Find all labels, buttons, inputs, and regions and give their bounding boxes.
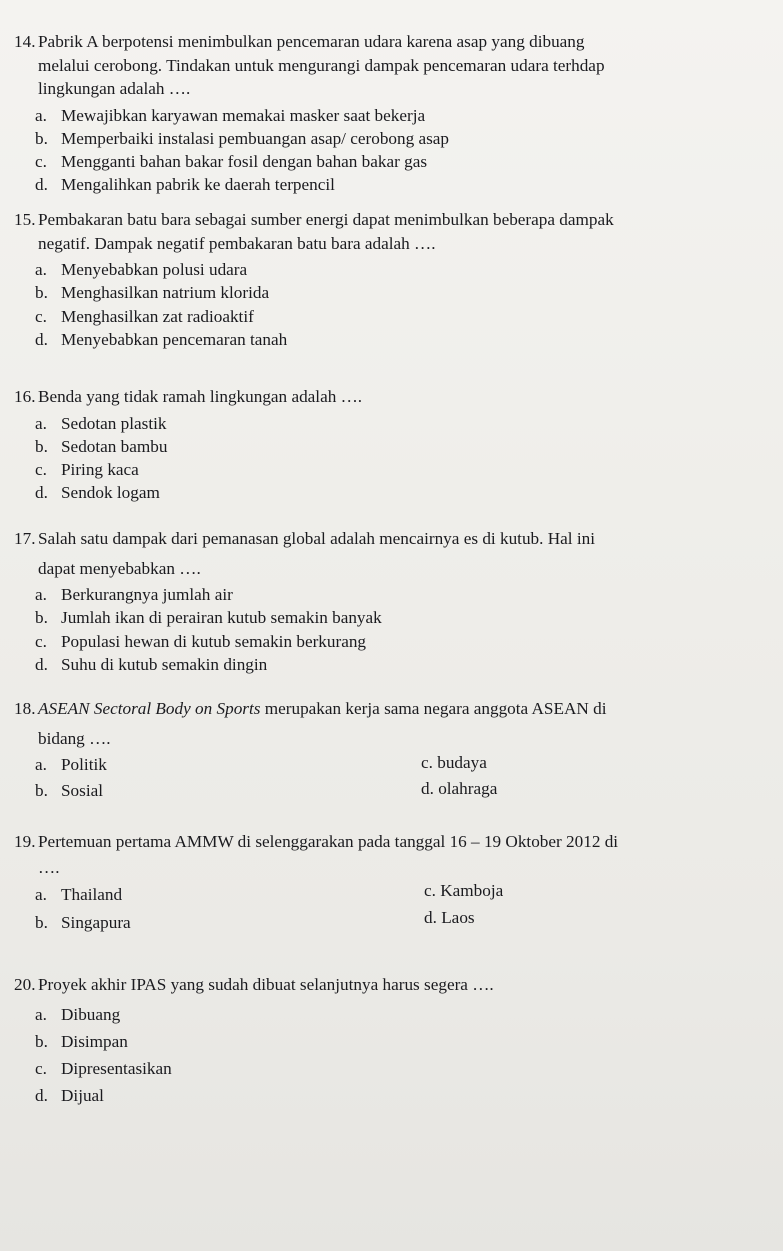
- question-number: 16.: [14, 387, 36, 406]
- option-grid: [14, 753, 764, 805]
- question-text: bidang ….: [38, 728, 111, 748]
- option-list: [14, 412, 764, 505]
- question-text: Pembakaran batu bara sebagai sumber energi dapat menimbulkan beberapa dampak: [38, 210, 614, 229]
- question-17: [14, 527, 764, 676]
- option-d[interactable]: d. olahraga: [421, 779, 498, 798]
- option-c[interactable]: c. Dipresentasikan: [35, 1058, 172, 1078]
- question-text: Benda yang tidak ramah lingkungan adalah ….: [38, 387, 363, 406]
- question-text: Pabrik A berpotensi menimbulkan pencemaran udara karena asap yang dibuang: [38, 32, 585, 51]
- option-c[interactable]: c. Piring kaca: [35, 460, 139, 480]
- option-a[interactable]: a. Thailand: [35, 885, 123, 904]
- option-a[interactable]: a. Menyebabkan polusi udara: [35, 260, 248, 279]
- option-list: [14, 583, 764, 676]
- option-d[interactable]: d. Dijual: [35, 1085, 104, 1105]
- option-b[interactable]: b. Singapura: [35, 913, 131, 932]
- question-text: Pertemuan pertama AMMW di selenggarakan pada tanggal 16 – 19 Oktober 2012 di: [38, 832, 619, 851]
- option-c[interactable]: c. budaya: [421, 753, 487, 772]
- option-d[interactable]: d. Menyebabkan pencemaran tanah: [35, 329, 288, 349]
- option-b[interactable]: b. Disimpan: [35, 1031, 128, 1051]
- question-number: 17.: [14, 529, 36, 548]
- option-b[interactable]: b. Sosial: [35, 781, 104, 800]
- option-c[interactable]: c. Menghasilkan zat radioaktif: [35, 306, 254, 326]
- option-c[interactable]: c. Mengganti bahan bakar fosil dengan bahan bakar gas: [35, 152, 428, 172]
- option-list: [14, 258, 764, 351]
- question-text: lingkungan adalah ….: [38, 79, 191, 98]
- question-18: [14, 697, 764, 805]
- question-text-italic: ASEAN Sectoral Body on Sports: [38, 699, 261, 718]
- option-a[interactable]: a. Sedotan plastik: [35, 413, 167, 433]
- option-b[interactable]: b. Memperbaiki instalasi pembuangan asap/ cerobong asap: [35, 128, 450, 148]
- question-20: [14, 973, 764, 1111]
- option-a[interactable]: a. Mewajibkan karyawan memakai masker saat bekerja: [35, 105, 426, 125]
- question-text: ….: [38, 857, 60, 877]
- question-14: [14, 30, 764, 197]
- option-b[interactable]: b. Menghasilkan natrium klorida: [35, 283, 270, 303]
- question-text: Salah satu dampak dari pemanasan global adalah mencairnya es di kutub. Hal ini: [38, 529, 595, 548]
- question-text: Proyek akhir IPAS yang sudah dibuat selanjutnya harus segera ….: [38, 975, 494, 994]
- option-list: [14, 1003, 764, 1111]
- option-a[interactable]: a. Berkurangnya jumlah air: [35, 585, 233, 604]
- option-b[interactable]: b. Sedotan bambu: [35, 436, 168, 456]
- option-list: [14, 104, 764, 197]
- option-d[interactable]: d. Suhu di kutub semakin dingin: [35, 654, 268, 674]
- question-number: 14.: [14, 32, 36, 51]
- question-text: dapat menyebabkan ….: [38, 558, 201, 578]
- question-15: [14, 208, 764, 351]
- question-number: 19.: [14, 832, 36, 851]
- option-a[interactable]: a. Politik: [35, 755, 107, 774]
- question-text: melalui cerobong. Tindakan untuk mengurangi dampak pencemaran udara terhdap: [38, 55, 605, 75]
- question-16: [14, 385, 764, 505]
- question-text: negatif. Dampak negatif pembakaran batu bara adalah ….: [38, 233, 436, 253]
- question-number: 15.: [14, 210, 36, 229]
- question-number: 20.: [14, 975, 36, 994]
- option-a[interactable]: a. Dibuang: [35, 1004, 121, 1024]
- option-c[interactable]: c. Populasi hewan di kutub semakin berkurang: [35, 631, 367, 651]
- option-grid: [14, 879, 764, 931]
- option-d[interactable]: d. Laos: [424, 908, 475, 927]
- question-text: merupakan kerja sama negara anggota ASEAN di: [260, 699, 607, 718]
- option-b[interactable]: b. Jumlah ikan di perairan kutub semakin banyak: [35, 608, 382, 628]
- question-number: 18.: [14, 699, 36, 718]
- option-d[interactable]: d. Sendok logam: [35, 483, 160, 503]
- option-c[interactable]: c. Kamboja: [424, 881, 504, 900]
- option-d[interactable]: d. Mengalihkan pabrik ke daerah terpencil: [35, 175, 335, 195]
- question-19: [14, 830, 764, 931]
